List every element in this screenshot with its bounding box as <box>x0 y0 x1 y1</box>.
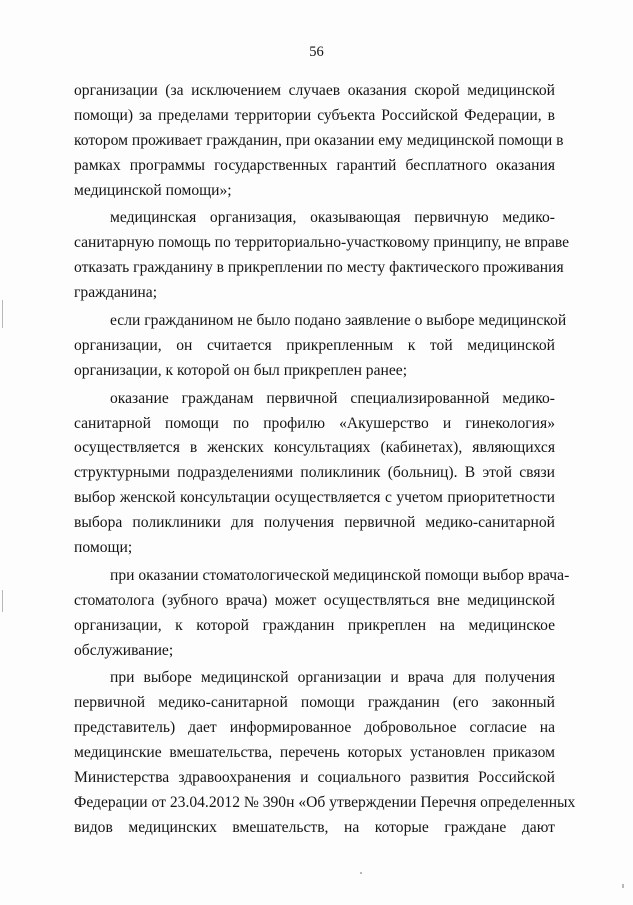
paragraph-2 <box>74 206 570 306</box>
text-line: при выборе медицинской организации и врача для получения <box>110 669 555 687</box>
scan-mark <box>360 872 362 874</box>
text-line: представитель) дает информированное добровольное согласие на <box>74 719 555 737</box>
scan-mark <box>2 590 3 612</box>
paragraph-6 <box>74 666 576 840</box>
text-line: выбор женской консультации осуществляется с учетом приоритетности <box>74 489 555 507</box>
paragraph-5 <box>74 564 570 664</box>
text-line: организации, к которой гражданин прикреплен на медицинское <box>74 616 555 634</box>
paragraph-1 <box>74 79 564 203</box>
text-line: помощи; <box>74 539 133 557</box>
paragraph-3 <box>74 309 567 384</box>
text-line: медицинские вмешательства, перечень которых установлен приказом <box>74 744 555 762</box>
text-line: если гражданином не было подано заявление о выборе медицинской <box>110 312 567 330</box>
paragraph-4 <box>74 387 555 561</box>
text-line: первичной медико-санитарной помощи гражданин (его законный <box>74 694 555 712</box>
text-line: санитарную помощь по территориально-участковому принципу, не вправе <box>74 234 570 252</box>
text-line: котором проживает гражданин, при оказании ему медицинской помощи в <box>74 131 564 149</box>
text-line: гражданина; <box>74 284 158 302</box>
text-line: помощи) за пределами территории субъекта Российской Федерации, в <box>74 106 555 124</box>
scan-mark <box>2 300 3 328</box>
text-line: организации, он считается прикрепленным к той медицинской <box>74 336 555 354</box>
text-line: рамках программы государственных гарантий бесплатного оказания <box>74 156 555 174</box>
page-number: 56 <box>309 44 324 60</box>
text-line: Федерации от 23.04.2012 № 390н «Об утверждении Перечня определенных <box>74 793 576 811</box>
text-line: стоматолога (зубного врача) может осуществляться вне медицинской <box>74 591 555 609</box>
text-line: отказать гражданину в прикреплении по месту фактического проживания <box>74 259 564 277</box>
text-line: выбора поликлиники для получения первичной медико-санитарной <box>74 514 555 532</box>
text-line: санитарной помощи по профилю «Акушерство и гинекология» <box>74 414 555 432</box>
text-line: Министерства здравоохранения и социального развития Российской <box>74 769 555 787</box>
text-line: организации, к которой он был прикреплен ранее; <box>74 361 408 379</box>
text-line: обслуживание; <box>74 641 174 659</box>
text-line: медицинской помощи»; <box>74 181 232 199</box>
text-line: осуществляется в женских консультациях (кабинетах), являющихся <box>74 439 555 457</box>
document-body <box>74 79 576 841</box>
text-line: оказание гражданам первичной специализированной медико- <box>110 389 555 407</box>
scan-mark <box>622 884 624 888</box>
text-line: видов медицинских вмешательств, на которые граждане дают <box>74 818 555 836</box>
text-line: организации (за исключением случаев оказания скорой медицинской <box>74 82 555 99</box>
text-line: при оказании стоматологической медицинской помощи выбор врача- <box>110 566 570 584</box>
text-line: медицинская организация, оказывающая первичную медико- <box>110 209 555 227</box>
text-line: структурными подразделениями поликлиник (больниц). В этой связи <box>74 464 555 482</box>
